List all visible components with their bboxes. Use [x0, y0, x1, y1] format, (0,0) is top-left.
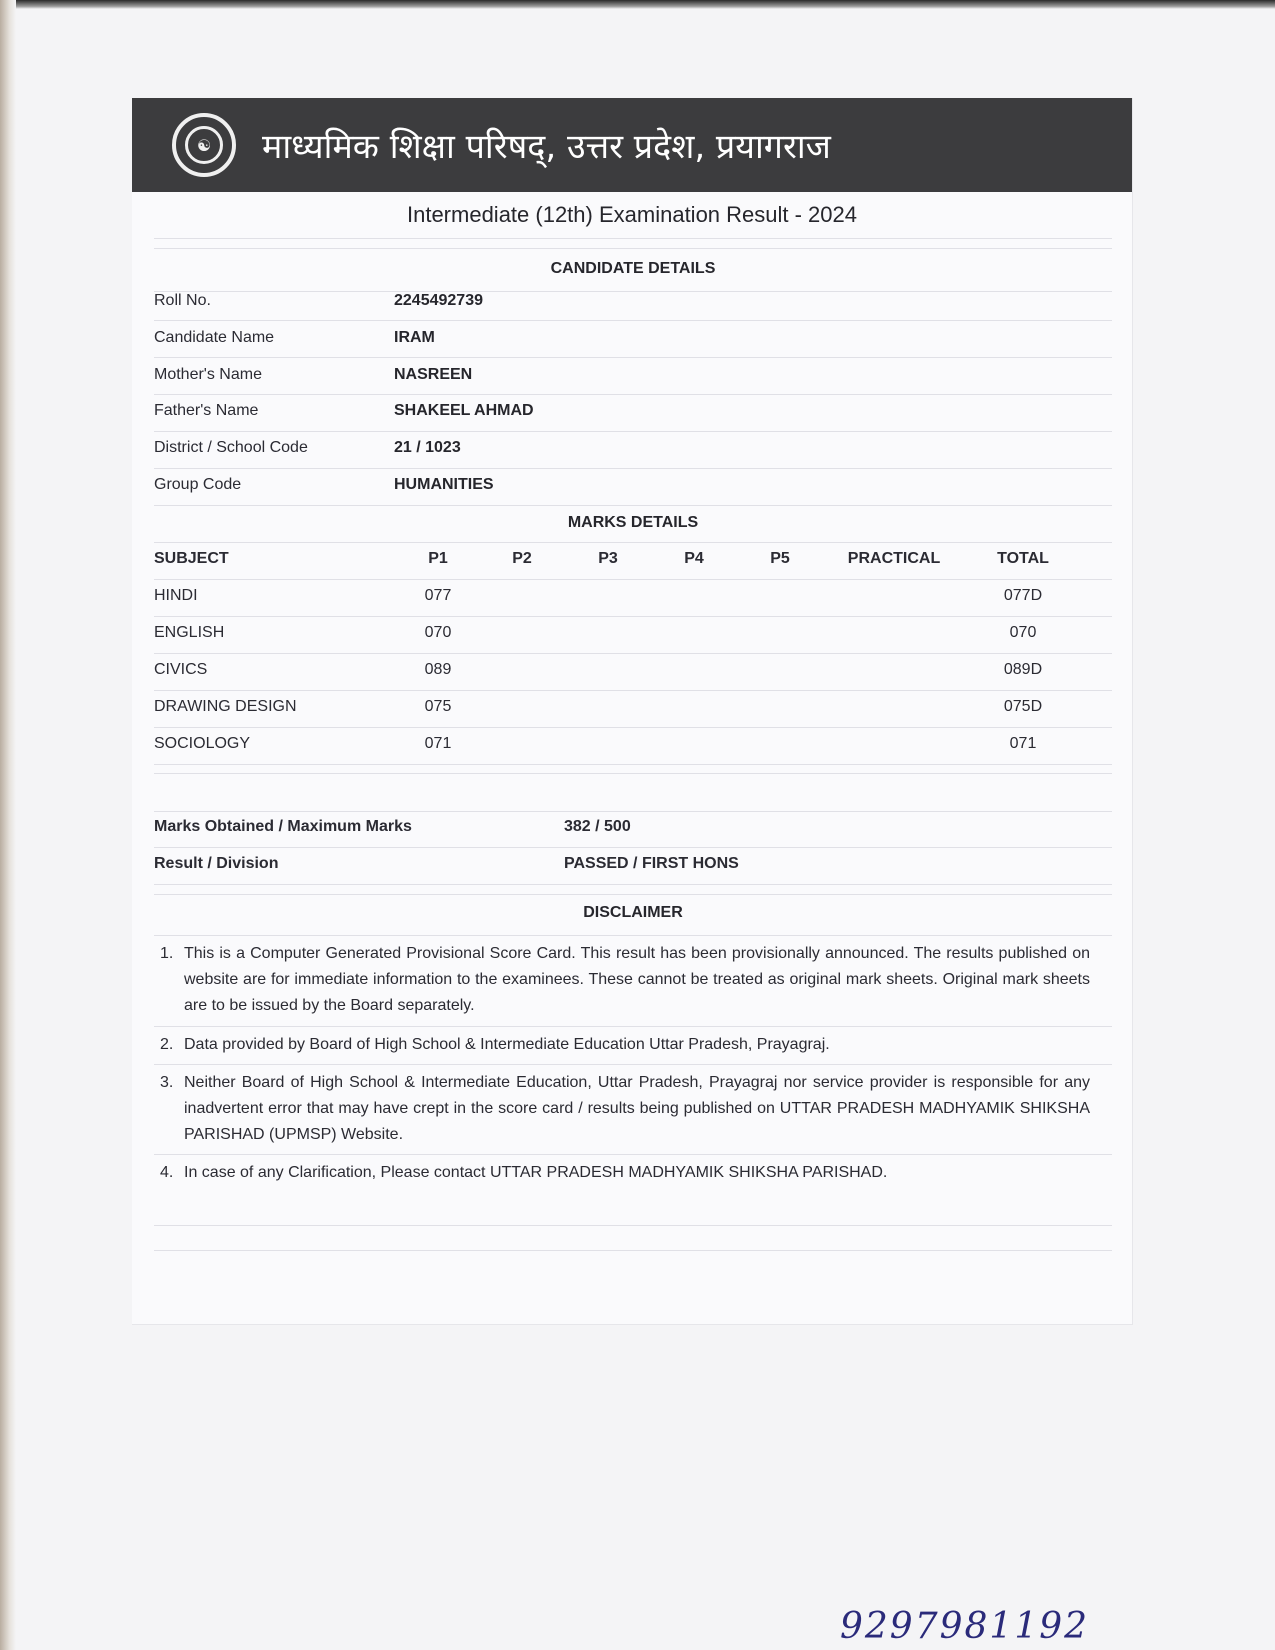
result-label: Result / Division [154, 855, 279, 872]
emblem-icon: ☯ [185, 126, 223, 164]
col-p1: P1 [428, 550, 448, 567]
board-name: माध्यमिक शिक्षा परिषद्, उत्तर प्रदेश, प्रयागराज [262, 127, 831, 167]
subject-name: ENGLISH [154, 624, 225, 641]
disclaimer-title: DISCLAIMER [583, 904, 683, 921]
divider [154, 847, 1112, 848]
field-value: SHAKEEL AHMAD [394, 402, 534, 419]
subject-name: SOCIOLOGY [154, 735, 251, 752]
field-label: Group Code [154, 476, 242, 493]
divider [154, 894, 1112, 895]
header-bar [132, 98, 1132, 192]
subject-name: HINDI [154, 587, 198, 604]
col-p4: P4 [684, 550, 704, 567]
field-label: Candidate Name [154, 329, 275, 346]
divider [154, 291, 1112, 292]
divider [154, 1225, 1112, 1226]
divider [154, 505, 1112, 506]
field-value: 21 / 1023 [394, 439, 461, 456]
divider [154, 579, 1112, 580]
divider [154, 357, 1112, 358]
col-total: TOTAL [997, 550, 1049, 567]
divider [154, 727, 1112, 728]
disclaimer-number: 3. [160, 1074, 174, 1091]
disclaimer-text: This is a Computer Generated Provisional Score Card. This result has been provisionally announced. The results published on website are for immediate information to the examinees. These cannot be treated as original mark sheets. Original mark sheets are to be issued by the Board separately. [184, 945, 1090, 1014]
divider [154, 690, 1112, 691]
total-marks: 077D [1003, 587, 1043, 604]
field-value: NASREEN [394, 366, 473, 383]
p1-marks: 075 [424, 698, 452, 715]
marks-obtained-value: 382 / 500 [564, 818, 631, 835]
field-value: 2245492739 [394, 292, 483, 309]
disclaimer-text: In case of any Clarification, Please contact UTTAR PRADESH MADHYAMIK SHIKSHA PARISHAD. [184, 1164, 888, 1181]
disclaimer-number: 4. [160, 1164, 174, 1181]
divider [154, 431, 1112, 432]
divider [154, 884, 1112, 885]
result-sheet [132, 98, 1133, 1325]
divider [154, 320, 1112, 321]
total-marks: 075D [1003, 698, 1043, 715]
divider [154, 653, 1112, 654]
divider [154, 773, 1112, 774]
field-value: HUMANITIES [394, 476, 494, 493]
handwritten-note: 9297981192 [840, 1606, 1090, 1647]
candidate-section-title: CANDIDATE DETAILS [550, 260, 716, 277]
result-value: PASSED / FIRST HONS [564, 855, 739, 872]
divider [154, 764, 1112, 765]
col-p5: P5 [770, 550, 790, 567]
p1-marks: 077 [424, 587, 452, 604]
col-subject: SUBJECT [154, 550, 229, 567]
divider [154, 811, 1112, 812]
exam-title: Intermediate (12th) Examination Result - 2024 [406, 202, 857, 227]
field-label: District / School Code [154, 439, 308, 456]
p1-marks: 070 [424, 624, 452, 641]
divider [154, 542, 1112, 543]
divider [154, 935, 1112, 936]
divider [154, 616, 1112, 617]
divider [154, 394, 1112, 395]
col-p2: P2 [512, 550, 532, 567]
subject-name: DRAWING DESIGN [154, 698, 297, 715]
disclaimer-number: 2. [160, 1036, 174, 1053]
divider [154, 1250, 1112, 1251]
divider [154, 1064, 1112, 1065]
field-label: Mother's Name [154, 366, 262, 383]
total-marks: 089D [1003, 661, 1043, 678]
divider [154, 1154, 1112, 1155]
p1-marks: 071 [424, 735, 452, 752]
field-label: Father's Name [154, 402, 259, 419]
field-value: IRAM [394, 329, 435, 346]
divider [154, 238, 1112, 239]
marks-obtained-label: Marks Obtained / Maximum Marks [154, 818, 412, 835]
divider [154, 468, 1112, 469]
total-marks: 071 [1009, 735, 1037, 752]
total-marks: 070 [1009, 624, 1037, 641]
disclaimer-number: 1. [160, 945, 174, 962]
disclaimer-text: Data provided by Board of High School & Intermediate Education Uttar Pradesh, Prayagraj. [184, 1036, 830, 1053]
marks-section-title: MARKS DETAILS [567, 514, 699, 531]
divider [154, 1026, 1112, 1027]
p1-marks: 089 [424, 661, 452, 678]
disclaimer-text: Neither Board of High School & Intermediate Education, Uttar Pradesh, Prayagraj nor service provider is responsible for any inadvertent error that may have crept in the score card / results being published on UTTAR PRADESH MADHYAMIK SHIKSHA PARISHAD (UPMSP) Website. [184, 1074, 1090, 1143]
subject-name: CIVICS [154, 661, 208, 678]
col-practical: PRACTICAL [847, 550, 941, 567]
field-label: Roll No. [154, 292, 211, 309]
divider [154, 248, 1112, 249]
board-logo-icon [172, 113, 236, 177]
scan-edge-left [0, 0, 16, 1650]
scan-edge-top [0, 0, 1275, 9]
col-p3: P3 [598, 550, 618, 567]
